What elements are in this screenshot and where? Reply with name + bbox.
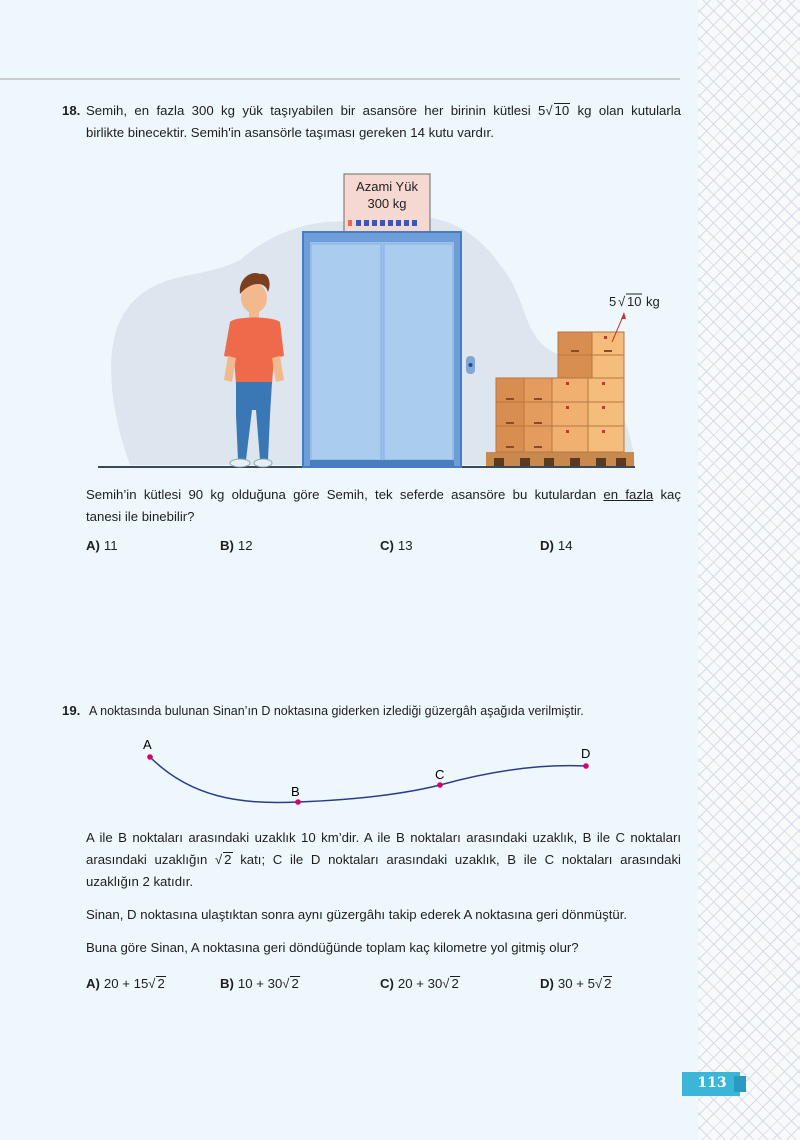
sign-line1: Azami Yük bbox=[356, 179, 418, 194]
box-mass-label-coef: 5 bbox=[609, 294, 617, 309]
q18-option-b[interactable] bbox=[220, 538, 253, 553]
elevator bbox=[303, 232, 475, 467]
q19-p1-line2a: arasındaki uzaklığın bbox=[86, 852, 216, 867]
q18-option-a[interactable] bbox=[86, 538, 118, 553]
q18-option-d[interactable] bbox=[540, 538, 573, 553]
q18-option-c[interactable] bbox=[380, 538, 413, 553]
q19-option-d[interactable]: D) 30 + 5√ 2 bbox=[540, 976, 612, 991]
q18-question-c: tanesi ile binebilir? bbox=[86, 509, 195, 524]
point-a-label: A bbox=[143, 737, 152, 752]
q18-stem-radicand: 10 bbox=[554, 103, 570, 118]
option-letter: A) bbox=[86, 976, 100, 991]
option-radicand: 2 bbox=[291, 976, 299, 991]
q18-question-emph: en fazla bbox=[603, 487, 654, 502]
point-b-marker bbox=[295, 799, 301, 805]
box-mass-label-root: √ bbox=[618, 294, 626, 309]
option-letter: D) bbox=[540, 538, 554, 553]
decorative-side-pattern bbox=[698, 0, 800, 1140]
q19-paragraph-3: Buna göre Sinan, A noktasına geri döndüğünde toplam kaç kilometre yol gitmiş olur? bbox=[86, 940, 579, 955]
option-value: 13 bbox=[397, 538, 413, 553]
q19-paragraph-2: Sinan, D noktasına ulaştıktan sonra aynı güzergâhı takip ederek A noktasına geri dönmüştür. bbox=[86, 907, 628, 922]
point-c-marker bbox=[437, 782, 443, 788]
option-value: 20 + 30 bbox=[397, 976, 443, 991]
q19-intro: A noktasında bulunan Sinan’ın D noktasına giderken izlediği güzergâh aşağıda verilmiştir. bbox=[89, 704, 584, 718]
q18-number: 18. bbox=[62, 103, 81, 118]
q18-question-a: Semih’in kütlesi 90 kg olduğuna göre Semih, tek seferde asansöre bu kutulardan bbox=[86, 487, 604, 502]
q18-question bbox=[86, 484, 681, 528]
q19-p1-line3: uzaklığın 2 katıdır. bbox=[86, 874, 194, 889]
q19-route-diagram bbox=[130, 735, 610, 810]
box-mass-label-rad: 10 bbox=[627, 294, 642, 309]
route-curve bbox=[150, 757, 586, 803]
page-number-tab bbox=[682, 1070, 746, 1100]
q19-option-a[interactable]: A) 20 + 15√ 2 bbox=[86, 976, 165, 991]
point-d-marker bbox=[583, 763, 589, 769]
q19-p1-line2b: katı; C ile D noktaları arasındaki uzaklık, B ile C noktaları arasındaki bbox=[232, 852, 681, 867]
option-value: 11 bbox=[103, 538, 118, 553]
option-letter: D) bbox=[540, 976, 554, 991]
option-value: 10 + 30 bbox=[237, 976, 283, 991]
option-value: 30 + 5 bbox=[557, 976, 595, 991]
option-letter: C) bbox=[380, 976, 394, 991]
page-number-tab-tail bbox=[734, 1076, 746, 1092]
option-value: 20 + 15 bbox=[103, 976, 149, 991]
point-b-label: B bbox=[291, 784, 300, 799]
q19-number: 19. bbox=[62, 703, 81, 718]
q18-illustration bbox=[90, 170, 660, 475]
sign-line2: 300 kg bbox=[367, 196, 407, 211]
point-a-marker bbox=[147, 754, 153, 760]
page-number: 113 bbox=[697, 1075, 727, 1091]
q18-question-b: kaç bbox=[653, 487, 681, 502]
q19-option-b[interactable]: B) 10 + 30√ 2 bbox=[220, 976, 299, 991]
q19-paragraph-1: A ile B noktaları arasındaki uzaklık 10 km’dir. A ile B noktaları arasındaki uzaklık, B ile C noktaları arasındaki uzaklığın √ 2 katı; C ile D noktaları arasındaki uzaklık, B ile C noktaları arasındaki uzaklığın 2 katıdır. bbox=[86, 827, 681, 893]
option-radicand: 2 bbox=[604, 976, 612, 991]
top-divider bbox=[0, 78, 680, 80]
option-letter: B) bbox=[220, 976, 234, 991]
box-mass-label-unit: kg bbox=[646, 294, 660, 309]
q18-stem-line2: birlikte binecektir. Semih'in asansörle taşıması gereken 14 kutu vardır. bbox=[86, 125, 494, 140]
option-letter: B) bbox=[220, 538, 234, 553]
option-radicand: 2 bbox=[451, 976, 459, 991]
point-c-label: C bbox=[435, 767, 445, 782]
option-letter: A) bbox=[86, 538, 100, 553]
option-value: 14 bbox=[557, 538, 573, 553]
q18-stem: Semih, en fazla 300 kg yük taşıyabilen bir asansöre her birinin kütlesi 5√ 10 kg olan kutularla birlikte binecektir. Semih'in asansörle taşıması gereken 14 kutu vardır. bbox=[86, 100, 681, 144]
option-radicand: 2 bbox=[157, 976, 165, 991]
q18-stem-line1: Semih, en fazla 300 kg yük taşıyabilen bir asansöre her birinin kütlesi 5 bbox=[86, 103, 546, 118]
q19-option-c[interactable]: C) 20 + 30√ 2 bbox=[380, 976, 459, 991]
q19-p1-line1: A ile B noktaları arasındaki uzaklık 10 km’dir. A ile B noktaları arasındaki uzaklık, B ile C noktaları bbox=[86, 830, 681, 845]
q18-stem-line1-end: kg olan kutularla bbox=[570, 103, 682, 118]
option-value: 12 bbox=[237, 538, 253, 553]
option-letter: C) bbox=[380, 538, 394, 553]
q19-p1-radicand: 2 bbox=[224, 852, 232, 867]
max-load-sign bbox=[344, 174, 430, 232]
point-d-label: D bbox=[581, 746, 591, 761]
